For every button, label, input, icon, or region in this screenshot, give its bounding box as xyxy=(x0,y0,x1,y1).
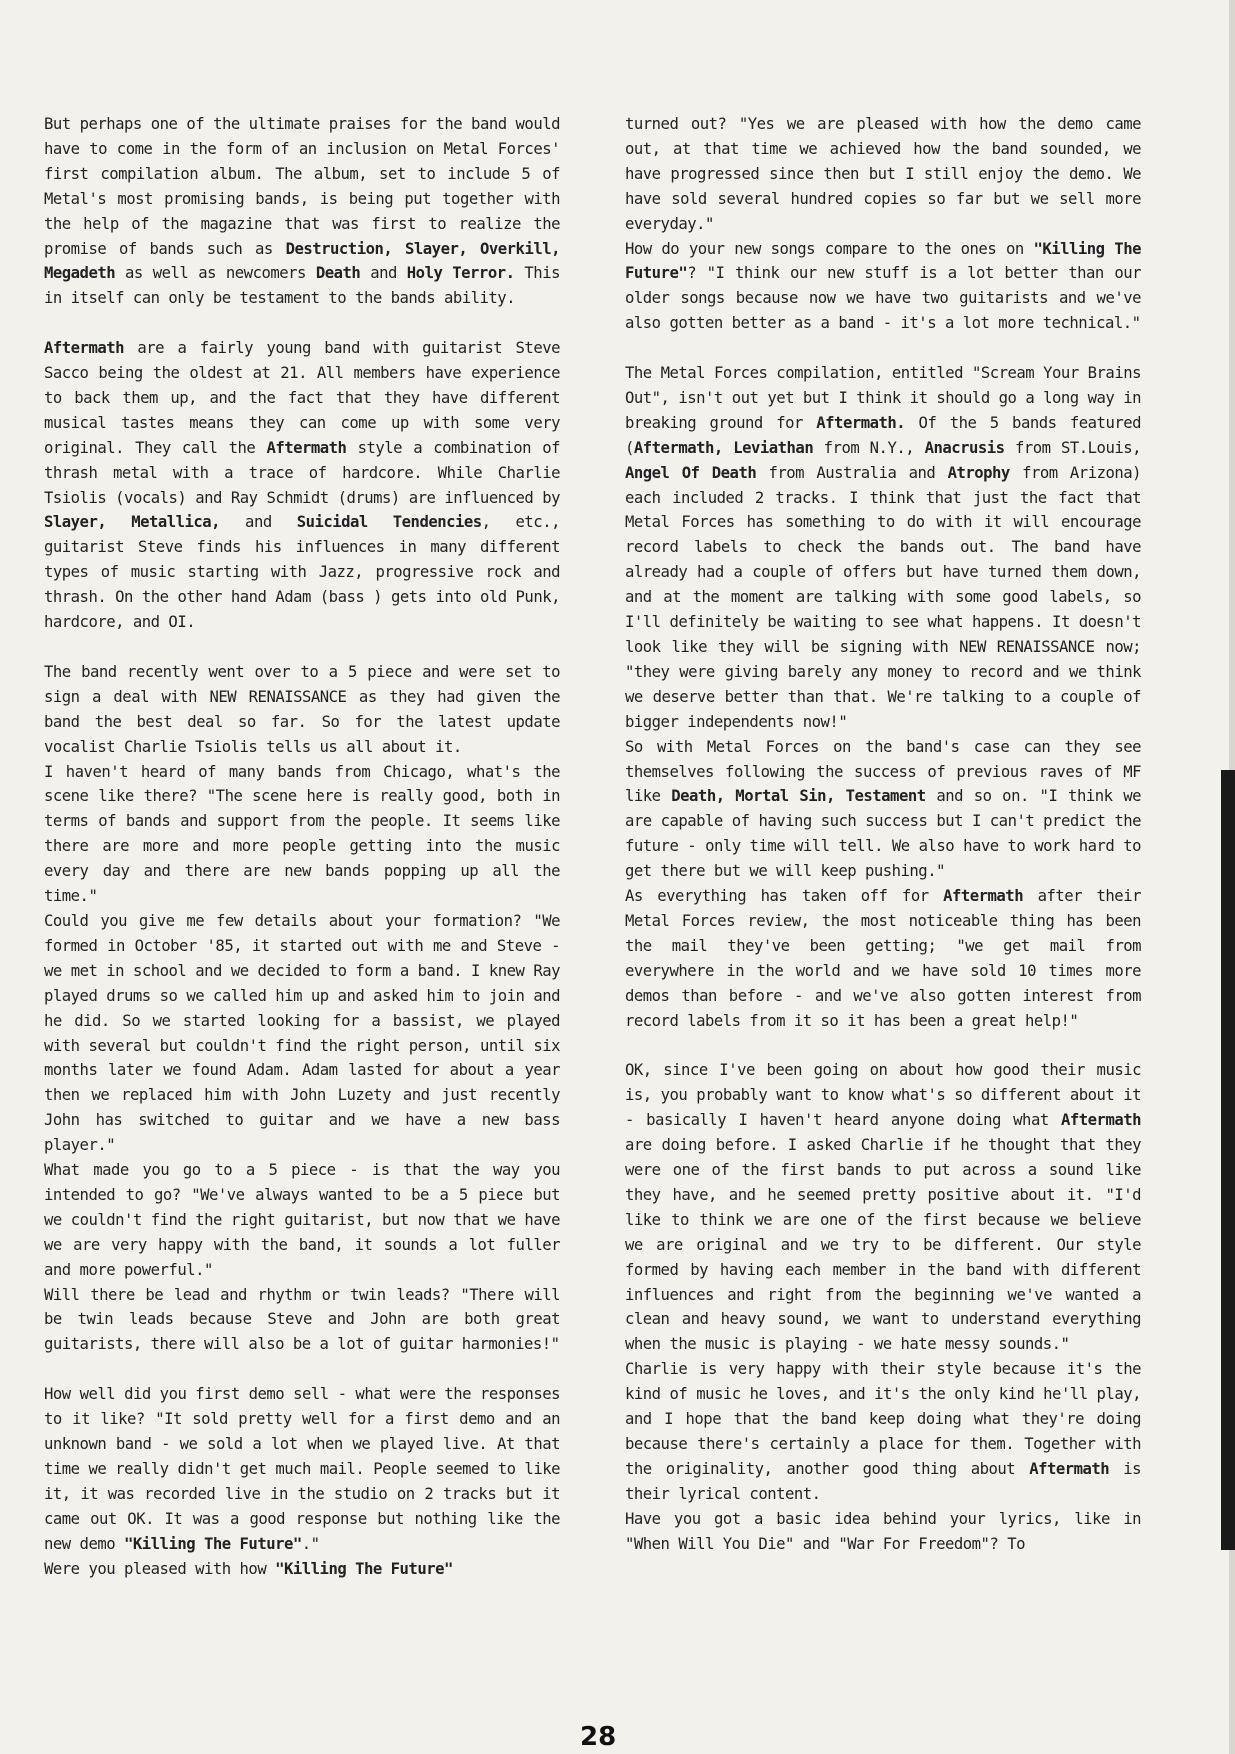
text-run: But perhaps one of the ultimate praises for the band would have to come in the form of an inclusion on Metal Forces' first compilation album. The album, set to include 5 of Metal's most promising bands, is being put together with the help of the magazine that was first to realize the promise of bands such as xyxy=(44,115,560,258)
paragraph xyxy=(625,1357,1141,1506)
bold-text: Holy Terror. xyxy=(406,264,515,283)
bold-text: Angel Of Death xyxy=(625,463,757,482)
text-run: OK, since I've been going on about how good their music is, you probably want to know what's so different about it - basically I haven't heard anyone doing what xyxy=(625,1061,1141,1130)
text-run: from Australia and xyxy=(756,463,948,482)
paragraph xyxy=(44,1158,560,1283)
bold-text: Death, Mortal Sin, Testament xyxy=(671,787,926,806)
bold-text: "Killing The Future" xyxy=(275,1559,453,1578)
text-run: The Metal Forces compilation, entitled "Scream Your Brains Out", isn't out yet but I think it should go a long way in breaking ground for xyxy=(625,364,1141,432)
text-run: ." xyxy=(301,1534,320,1553)
text-run: Could you give me few details about your formation? "We formed in October '85, it started out with me and Steve - we met in school and we decided to form a band. I knew Ray played drums so we called him up and asked him to join and he did. So we started looking for a bassist, we played with several but couldn't find the right person, until six months later we found Adam. Adam lasted for about a year then we replaced him with John Luzety and just recently John has switched to guitar and we have a new bass player." xyxy=(44,911,560,1155)
page-number: 28 xyxy=(580,1722,617,1752)
bold-text: Destruction, Slayer, Overkill, Megadeth xyxy=(44,239,560,283)
text-run: How do your new songs compare to the ones on xyxy=(625,239,1034,258)
paragraph xyxy=(44,909,560,1158)
bold-text: Death xyxy=(315,264,361,283)
paragraph xyxy=(44,1283,560,1358)
text-run: Of the 5 bands featured ( xyxy=(625,413,1141,457)
text-run: from N.Y., xyxy=(813,438,925,457)
bold-text: Aftermath xyxy=(266,438,347,457)
text-run: Charlie is very happy with their style because it's the kind of music he loves, and it's the only kind he'll play, and I hope that the band keep doing what they're doing because there's certainly a place for them. Together with the originality, another good thing about xyxy=(625,1360,1141,1478)
bold-text: Anacrusis xyxy=(924,438,1005,457)
text-run: is their lyrical content. xyxy=(625,1459,1141,1503)
paragraph xyxy=(44,112,560,311)
paragraph xyxy=(625,112,1141,237)
text-run: ? "I think our new stuff is a lot better than our older songs because now we have two guitarists and we've also gotten better as a band - it's a lot more technical." xyxy=(625,264,1141,333)
paragraph xyxy=(625,361,1141,735)
text-run: are a fairly young band with guitarist Steve Sacco being the oldest at 21. All members have experience to back them up, and the fact that they have different musical tastes means they can come up with some very original. They call the xyxy=(44,339,560,457)
text-run: from ST.Louis, xyxy=(1004,438,1142,457)
bold-text: Aftermath xyxy=(1061,1111,1141,1130)
text-run: turned out? "Yes we are pleased with how the demo came out, at that time we achieved how the band sounded, we have progressed since then but I still enjoy the demo. We have sold several hundred copies so far but we sell more everyday." xyxy=(625,115,1141,233)
left-column xyxy=(44,112,560,1581)
paragraph xyxy=(625,1058,1141,1357)
text-run: as well as newcomers xyxy=(115,264,316,283)
bold-text: Atrophy xyxy=(947,463,1010,482)
paragraph xyxy=(44,336,560,635)
bold-text: "Killing The Future" xyxy=(124,1534,302,1553)
bold-text: Aftermath xyxy=(44,339,124,358)
bold-text: Aftermath. xyxy=(816,413,906,432)
text-run: This in itself can only be testament to the bands ability. xyxy=(44,264,560,308)
bold-text: Aftermath xyxy=(1029,1459,1110,1478)
text-run: So with Metal Forces on the band's case can they see themselves following the success of previous raves of MF like xyxy=(625,737,1141,806)
paragraph xyxy=(625,884,1141,1033)
bold-text: Aftermath, Leviathan xyxy=(633,438,814,457)
binding-shadow xyxy=(1221,770,1235,1550)
paragraph xyxy=(44,1557,560,1582)
paragraph xyxy=(44,660,560,760)
paragraph xyxy=(44,760,560,909)
text-run: , etc., guitarist Steve finds his influences in many different types of music starting with Jazz, progressive rock and thrash. On the other hand Adam (bass ) gets into old Punk, hardcore, and OI. xyxy=(44,513,560,632)
text-run: How well did you first demo sell - what were the responses to it like? "It sold pretty well for a first demo and an unknown band - we sold a lot when we played live. At that time we really didn't get much mail. People seemed to like it, it was recorded live in the studio on 2 tracks but it came out OK. It was a good response but nothing like the new demo xyxy=(44,1385,560,1553)
bold-text: Aftermath xyxy=(943,887,1024,906)
text-run: As everything has taken off for xyxy=(625,887,944,906)
paragraph xyxy=(44,1382,560,1556)
text-run: Will there be lead and rhythm or twin leads? "There will be twin leads because Steve and John are both great guitarists, there will also be a lot of guitar harmonies!" xyxy=(44,1285,560,1354)
paragraph xyxy=(625,237,1141,337)
text-run: after their Metal Forces review, the most noticeable thing has been the mail they've been getting; "we get mail from everywhere in the world and we have sold 10 times more demos than before - and we've also gotten interest from record labels from it so it has been a great help!" xyxy=(625,887,1141,1030)
text-run: and xyxy=(220,513,297,532)
text-run: and so on. "I think we are capable of having such success but I can't predict the future - only time will tell. We also have to work hard to get there but we will keep pushing." xyxy=(625,787,1141,881)
text-run: The band recently went over to a 5 piece and were set to sign a deal with NEW RENAISSANCE as they had given the band the best deal so far. So for the latest update vocalist Charlie Tsiolis tells us all about it. xyxy=(44,662,560,756)
paragraph xyxy=(625,735,1141,884)
text-run: from Arizona) each included 2 tracks. I think that just the fact that Metal Forces has something to do with it will encourage record labels to check the bands out. The band have already had a couple of offers but have turned them down, and at the moment are talking with some good labels, so I'll definitely be waiting to see what happens. It doesn't look like they will be signing with NEW RENAISSANCE now; "they were giving barely any money to record and we think we deserve better than that. We're talking to a couple of bigger independents now!" xyxy=(625,463,1142,731)
bold-text: Suicidal Tendencies xyxy=(296,513,482,532)
right-column xyxy=(625,112,1141,1557)
text-run: What made you go to a 5 piece - is that the way you intended to go? "We've always wanted to be a 5 piece but we couldn't find the right guitarist, but now that we have we are very happy with the band, it sounds a lot fuller and more powerful." xyxy=(44,1161,560,1279)
text-run: are doing before. I asked Charlie if he thought that they were one of the first bands to put across a sound like they have, and he seemed pretty positive about it. "I'd like to think we are one of the first because we believe we are original and we try to be different. Our style formed by having each member in the band with different influences and right from the beginning we've wanted a clean and heavy sound, we want to understand everything when the music is playing - we hate messy sounds." xyxy=(625,1136,1141,1354)
text-run: Were you pleased with how xyxy=(44,1559,276,1578)
paragraph xyxy=(625,1507,1141,1557)
text-run: I haven't heard of many bands from Chicago, what's the scene like there? "The scene here is really good, both in terms of bands and support from the people. It seems like there are more and more people getting into the music every day and there are new bands popping up all the time." xyxy=(44,762,560,906)
bold-text: "Killing The Future" xyxy=(625,239,1141,283)
text-run: style a combination of thrash metal with a trace of hardcore. While Charlie Tsiolis (vocals) and Ray Schmidt (drums) are influenced by xyxy=(44,438,560,507)
bold-text: Slayer, Metallica, xyxy=(44,513,221,532)
text-run: and xyxy=(360,264,407,283)
text-run: Have you got a basic idea behind your lyrics, like in "When Will You Die" and "War For Freedom"? To xyxy=(625,1509,1141,1553)
